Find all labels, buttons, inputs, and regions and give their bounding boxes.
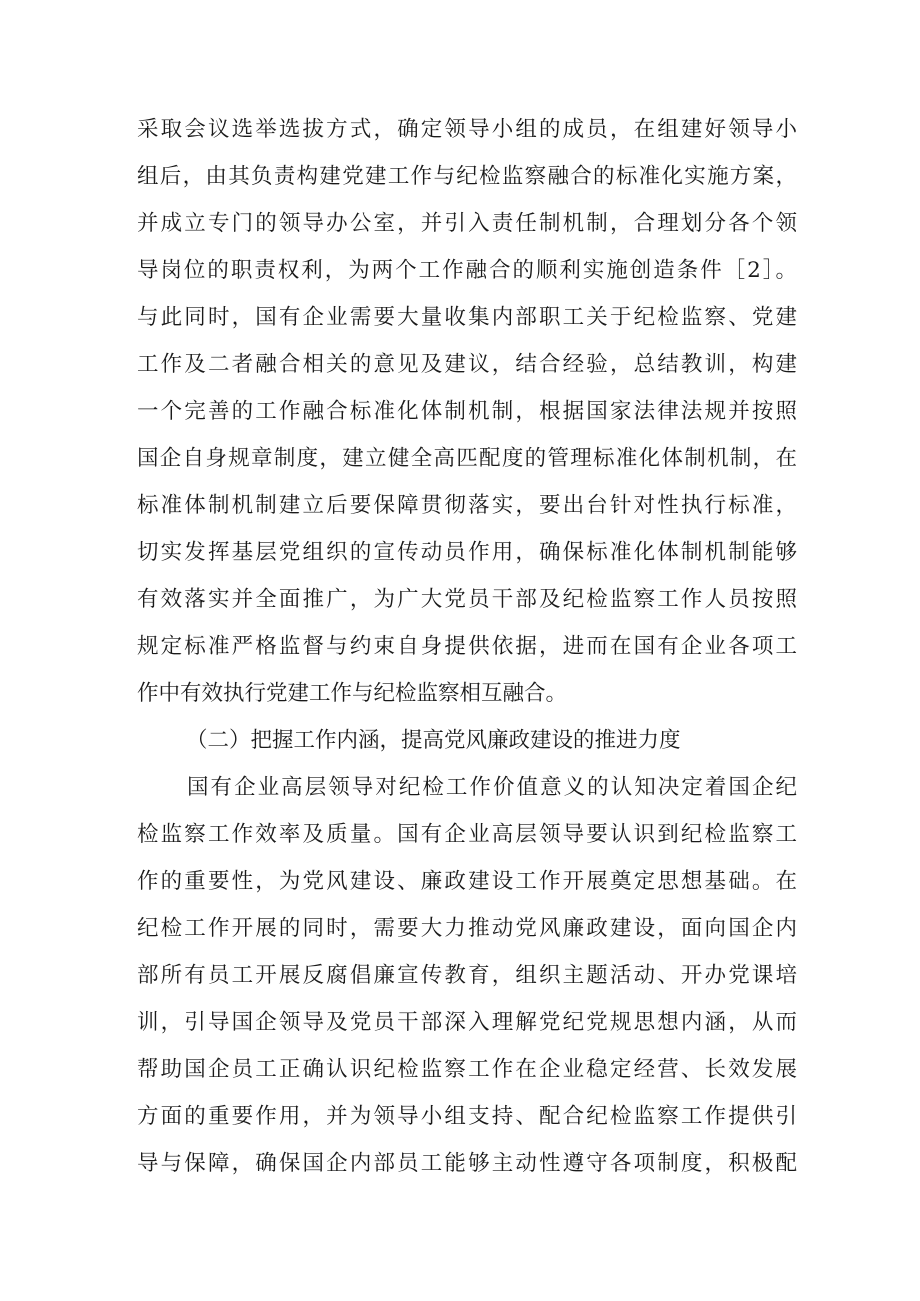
paragraph2-line-7: 帮助国企员工正确认识纪检监察工作在企业稳定经营、长效发展 [137,1057,797,1082]
paragraph2-line-4: 纪检工作开展的同时，需要大力推动党风廉政建设，面向国企内 [137,916,797,941]
paragraph2-line-5: 部所有员工开展反腐倡廉宣传教育，组织主题活动、开办党课培 [137,963,797,988]
paragraph1-line-12: 规定标准严格监督与约束自身提供依据，进而在国有企业各项工 [137,634,797,659]
paragraph2-line-2: 检监察工作效率及质量。国有企业高层领导要认识到纪检监察工 [137,822,797,847]
paragraph1-line-6: 工作及二者融合相关的意见及建议，结合经验，总结教训，构建 [137,352,797,377]
paragraph1-line-8: 国企自身规章制度，建立健全高匹配度的管理标准化体制机制，在 [137,446,797,471]
paragraph2-line-8: 方面的重要作用，并为领导小组支持、配合纪检监察工作提供引 [137,1104,797,1129]
paragraph1-line-7: 一个完善的工作融合标准化体制机制，根据国家法律法规并按照 [137,399,797,424]
paragraph1-line-11: 有效落实并全面推广，为广大党员干部及纪检监察工作人员按照 [137,587,797,612]
paragraph1-line-2: 组后，由其负责构建党建工作与纪检监察融合的标准化实施方案， [137,164,797,189]
paragraph1-line-3: 并成立专门的领导办公室，并引入责任制机制，合理划分各个领 [137,211,797,236]
paragraph2-line-3: 作的重要性，为党风建设、廉政建设工作开展奠定思想基础。在 [137,869,797,894]
paragraph1-line-13: 作中有效执行党建工作与纪检监察相互融合。 [137,681,568,706]
paragraph1-line-4: 导岗位的职责权利，为两个工作融合的顺利实施创造条件［2］。 [137,258,797,283]
paragraph2-line-1: 国有企业高层领导对纪检工作价值意义的认知决定着国企纪 [187,775,797,800]
paragraph2-line-9: 导与保障，确保国企内部员工能够主动性遵守各项制度，积极配 [137,1151,797,1176]
paragraph1-line-5: 与此同时，国有企业需要大量收集内部职工关于纪检监察、党建 [137,305,797,330]
paragraph1-line-10: 切实发挥基层党组织的宣传动员作用，确保标准化体制机制能够 [137,540,797,565]
section-heading: （二）把握工作内涵，提高党风廉政建设的推进力度 [186,728,681,753]
paragraph2-line-6: 训，引导国企领导及党员干部深入理解党纪党规思想内涵，从而 [137,1010,797,1035]
paragraph1-line-1: 采取会议选举选拔方式，确定领导小组的成员，在组建好领导小 [137,117,797,142]
paragraph1-line-9: 标准体制机制建立后要保障贯彻落实，要出台针对性执行标准， [137,493,797,518]
